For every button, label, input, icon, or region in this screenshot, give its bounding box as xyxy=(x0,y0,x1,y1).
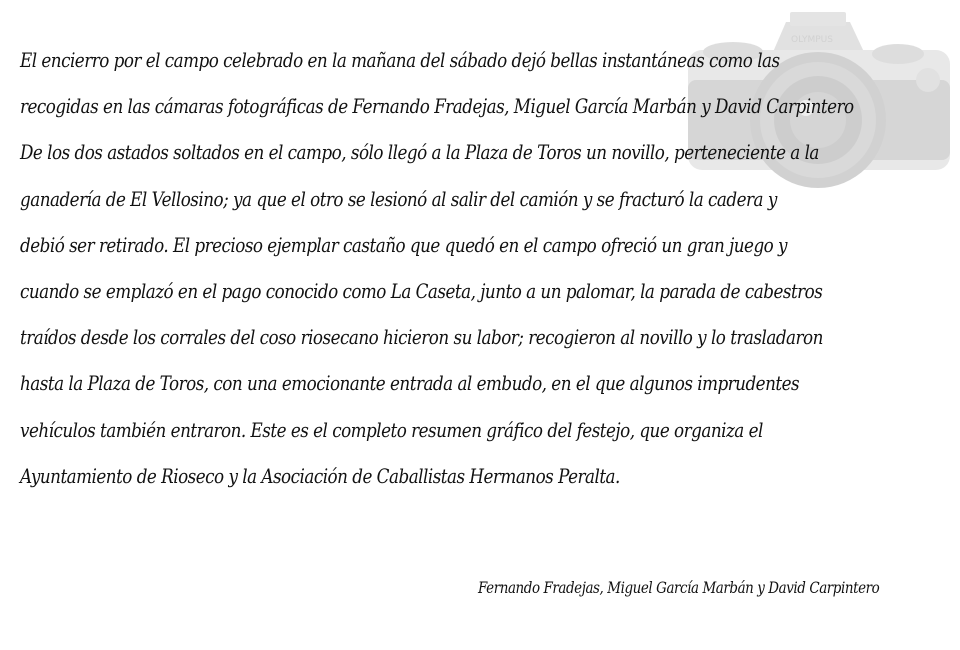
article-line: El encierro por el campo celebrado en la mañana del sábado dejó bellas instantáneas como las xyxy=(20,49,780,72)
article-line: ganadería de El Vellosino; ya que el otro se lesionó al salir del camión y se fracturó la cadera y xyxy=(20,187,777,211)
article-line: traídos desde los corrales del coso riosecano hicieron su labor; recogieron al novillo y lo trasladaron xyxy=(20,326,823,350)
article-line: cuando se emplazó en el pago conocido como La Caseta, junto a un palomar, la parada de cabestros xyxy=(20,279,823,303)
article-line: Ayuntamiento de Rioseco y la Asociación de Caballistas Hermanos Peralta. xyxy=(20,464,620,488)
article-line: debió ser retirado. El precioso ejemplar castaño que quedó en el campo ofreció un gran juego y xyxy=(20,233,788,257)
article-line: vehículos también entraron. Este es el completo resumen gráfico del festejo, que organiza el xyxy=(20,418,763,442)
article-line: hasta la Plaza de Toros, con una emocionante entrada al embudo, en el que algunos imprudentes xyxy=(20,372,800,396)
article-line: De los dos astados soltados en el campo, sólo llegó a la Plaza de Toros un novillo, perteneciente a la xyxy=(20,141,819,165)
article-line: recogidas en las cámaras fotográficas de Fernando Fradejas, Miguel García Marbán y David Carpintero xyxy=(20,95,854,119)
photo-credits: Fernando Fradejas, Miguel García Marbán y David Carpintero xyxy=(478,578,880,597)
article-text xyxy=(20,38,956,500)
camera-brand-text: OLYMPUS xyxy=(791,35,833,45)
